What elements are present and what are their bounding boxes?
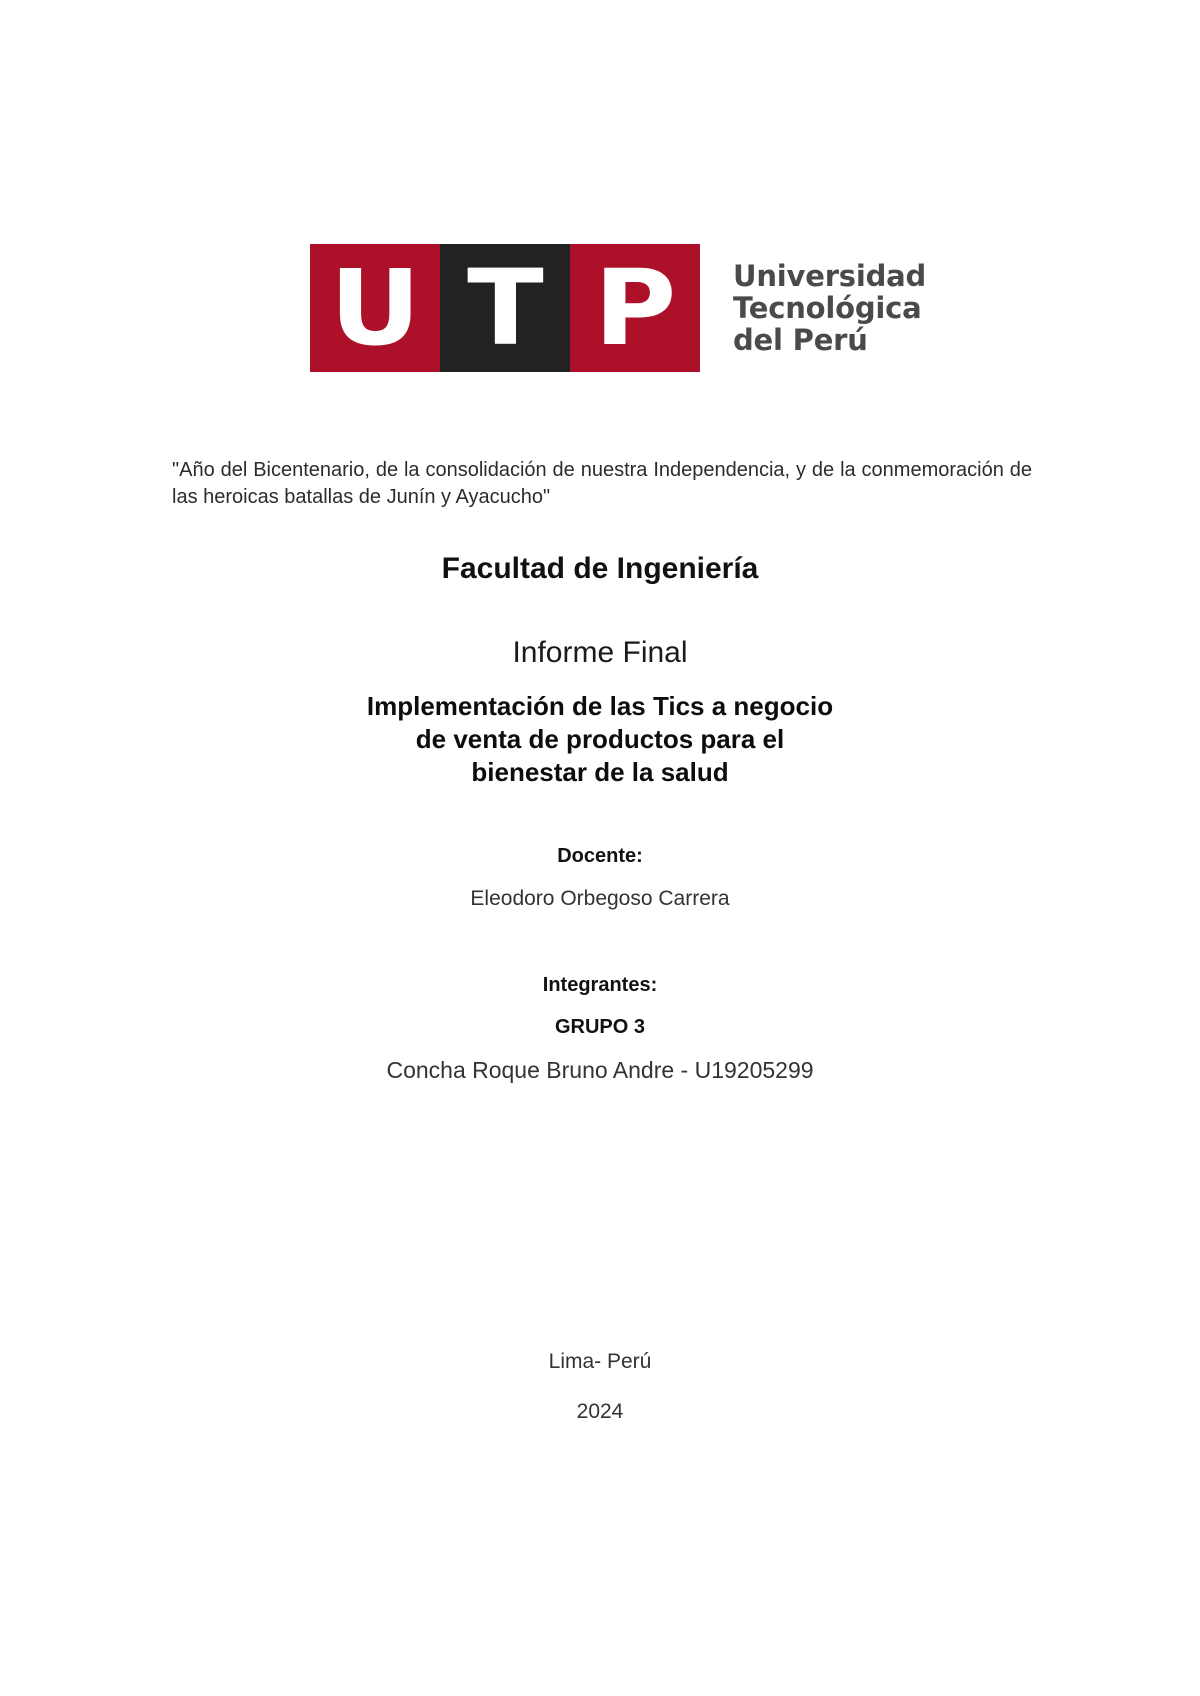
- wordmark-line-1: Universidad: [733, 259, 927, 293]
- logo-block-t: [440, 244, 570, 372]
- wordmark-line-3: del Perú: [733, 323, 868, 357]
- faculty-heading: Facultad de Ingeniería: [441, 552, 759, 585]
- wordmark-line-2: Tecnológica: [733, 291, 922, 325]
- teacher-name: Eleodoro Orbegoso Carrera: [470, 887, 730, 910]
- utp-logo: [310, 244, 926, 372]
- member-entry: Concha Roque Bruno Andre - U19205299: [386, 1057, 814, 1083]
- logo-letter-t: T: [466, 247, 544, 369]
- logo-block-p: [570, 244, 700, 372]
- logo-letter-u: U: [329, 247, 421, 369]
- members-label: Integrantes:: [542, 974, 658, 996]
- title-line: Implementación de las Tics a negocio: [366, 691, 834, 721]
- title-line: de venta de productos para el: [415, 724, 785, 754]
- report-title: [0, 690, 1200, 789]
- year-motto: "Año del Bicentenario, de la consolidación de nuestra Independencia, y de la conmemoración de las heroicas batallas de Junín y Ayacucho": [172, 459, 1032, 508]
- title-line: bienestar de la salud: [471, 757, 729, 787]
- logo-wordmark: [733, 260, 926, 356]
- report-type: Informe Final: [512, 636, 688, 669]
- group-name: GRUPO 3: [554, 1016, 646, 1038]
- location: Lima- Perú: [548, 1350, 652, 1373]
- logo-letter-p: P: [593, 247, 677, 369]
- teacher-label: Docente:: [557, 845, 643, 867]
- year: 2024: [576, 1400, 624, 1423]
- logo-block-u: [310, 244, 440, 372]
